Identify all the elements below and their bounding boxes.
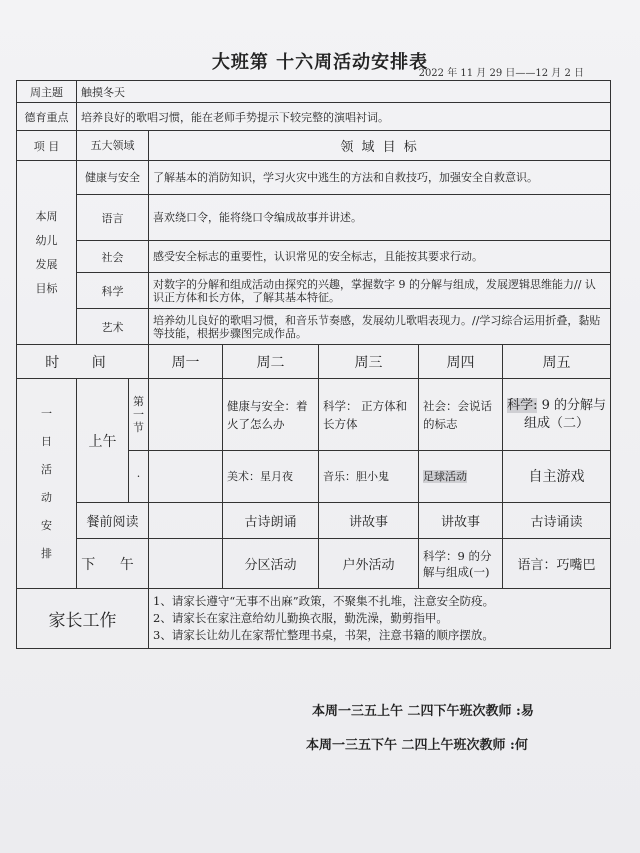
- daily-activity-heading: [17, 379, 77, 589]
- goals-heading-line: 发展: [35, 257, 58, 271]
- goal-domain: 语言: [77, 195, 149, 241]
- schedule-cell: 古诗诵读: [503, 503, 611, 539]
- side-heading-char: 一: [41, 406, 52, 420]
- day-header: 周三: [319, 345, 419, 379]
- project-label: 项 目: [17, 131, 77, 161]
- schedule-cell: 讲故事: [419, 503, 503, 539]
- goal-domain: 社会: [77, 241, 149, 273]
- goal-domain: 科学: [77, 273, 149, 309]
- goal-row: [17, 309, 611, 345]
- schedule-cell: 美术：星月夜: [223, 451, 319, 503]
- goal-row: [17, 195, 611, 241]
- schedule-cell: 健康与安全：着火了怎么办: [223, 379, 319, 451]
- schedule-row-morning-1: [17, 379, 611, 451]
- goal-row: [17, 161, 611, 195]
- schedule-cell: 科学： 正方体和长方体: [319, 379, 419, 451]
- session-one-label: [129, 379, 149, 451]
- domain-header-row: [17, 131, 611, 161]
- parent-work-list: [149, 589, 611, 649]
- morning-label: 上午: [77, 379, 129, 503]
- page-title: 大班第 十六周活动安排表: [211, 52, 429, 73]
- side-heading-char: 活: [41, 462, 52, 476]
- side-heading-char: 排: [41, 546, 52, 560]
- schedule-cell: 古诗朗诵: [223, 503, 319, 539]
- schedule-row-afternoon: [17, 539, 611, 589]
- goal-text: 感受安全标志的重要性，认识常见的安全标志，且能按其要求行动。: [149, 241, 611, 273]
- schedule-cell: [419, 451, 503, 503]
- session-char: 节: [133, 421, 144, 434]
- parent-work-label: 家长工作: [17, 589, 149, 649]
- parent-work-item: 3、请家长让幼儿在家帮忙整理书桌，书架，注意书籍的顺序摆放。: [153, 628, 494, 642]
- schedule-row-reading: [17, 503, 611, 539]
- goal-domain: 艺术: [77, 309, 149, 345]
- schedule-cell: [149, 379, 223, 451]
- schedule-cell: 讲故事: [319, 503, 419, 539]
- moral-label: 德育重点: [17, 103, 77, 131]
- parent-work-item: 2、请家长在家注意给幼儿勤换衣服，勤洗澡，勤剪指甲。: [153, 611, 448, 625]
- weekly-plan-table: [16, 80, 611, 649]
- moral-row: [17, 103, 611, 131]
- goal-text: 喜欢绕口令，能将绕口令编成故事并讲述。: [149, 195, 611, 241]
- teacher-line-1: 本周一三五上午 二四下午班次教师 :易: [312, 704, 534, 719]
- highlight-mark: 足球活动: [423, 469, 467, 483]
- five-domains-label: 五大领域: [77, 131, 149, 161]
- goals-heading-line: 本周: [35, 209, 58, 223]
- goal-row: [17, 273, 611, 309]
- theme-label: 周主题: [17, 81, 77, 103]
- schedule-cell: [149, 503, 223, 539]
- parent-work-item: 1、请家长遵守“无事不出麻”政策，不聚集不扎堆，注意安全防疫。: [153, 594, 495, 608]
- day-header: 周二: [223, 345, 319, 379]
- goal-domain: 健康与安全: [77, 161, 149, 195]
- schedule-cell: [503, 379, 611, 451]
- schedule-cell: 社会：会说话的标志: [419, 379, 503, 451]
- parent-work-row: [17, 589, 611, 649]
- side-heading-char: 日: [41, 434, 52, 448]
- session-two-label: ·: [129, 451, 149, 503]
- session-char: 第: [133, 395, 144, 408]
- weekly-goals-heading: [17, 161, 77, 345]
- theme-row: [17, 81, 611, 103]
- day-header: 周一: [149, 345, 223, 379]
- domain-goals-label: 领 域 目 标: [149, 131, 611, 161]
- theme-value: 触摸冬天: [77, 81, 611, 103]
- date-range: 2022 年 11 月 29 日——12 月 2 日: [418, 68, 584, 79]
- goal-text: 了解基本的消防知识，学习火灾中逃生的方法和自救技巧，加强安全自救意识。: [149, 161, 611, 195]
- schedule-cell: 科学：9 的分解与组成(一): [419, 539, 503, 589]
- afternoon-label: 下 午: [77, 539, 149, 589]
- highlight-mark: 科学:: [507, 397, 538, 413]
- schedule-cell: 音乐：胆小鬼: [319, 451, 419, 503]
- session-char: 一: [133, 408, 144, 421]
- moral-value: 培养良好的歌唱习惯，能在老师手势提示下较完整的演唱衬词。: [77, 103, 611, 131]
- teacher-line-2: 本周一三五下午 二四上午班次教师 :何: [306, 738, 528, 753]
- day-header: 周五: [503, 345, 611, 379]
- reading-label: 餐前阅读: [77, 503, 149, 539]
- side-heading-char: 动: [41, 490, 52, 504]
- schedule-cell: 户外活动: [319, 539, 419, 589]
- schedule-cell: [149, 539, 223, 589]
- schedule-cell: 分区活动: [223, 539, 319, 589]
- goal-text: 培养幼儿良好的歌唱习惯，和音乐节奏感，发展幼儿歌唱表现力。//学习综合运用折叠，黏贴等技能，根据步骤图完成作品。: [149, 309, 611, 345]
- goal-row: [17, 241, 611, 273]
- day-header: 周四: [419, 345, 503, 379]
- schedule-cell: 自主游戏: [503, 451, 611, 503]
- side-heading-char: 安: [41, 518, 52, 532]
- goals-heading-line: 目标: [35, 281, 58, 295]
- goals-heading-line: 幼儿: [35, 233, 58, 247]
- schedule-cell: 语言：巧嘴巴: [503, 539, 611, 589]
- schedule-cell: [149, 451, 223, 503]
- time-label: 时 间: [17, 345, 149, 379]
- goal-text: 对数字的分解和组成活动由探究的兴趣，掌握数字 9 的分解与组成，发展逻辑思维能力// 认识正方体和长方体，了解其基本特征。: [149, 273, 611, 309]
- schedule-cell-text: 9 的分解与组成（二）: [524, 397, 606, 431]
- schedule-header-row: [17, 345, 611, 379]
